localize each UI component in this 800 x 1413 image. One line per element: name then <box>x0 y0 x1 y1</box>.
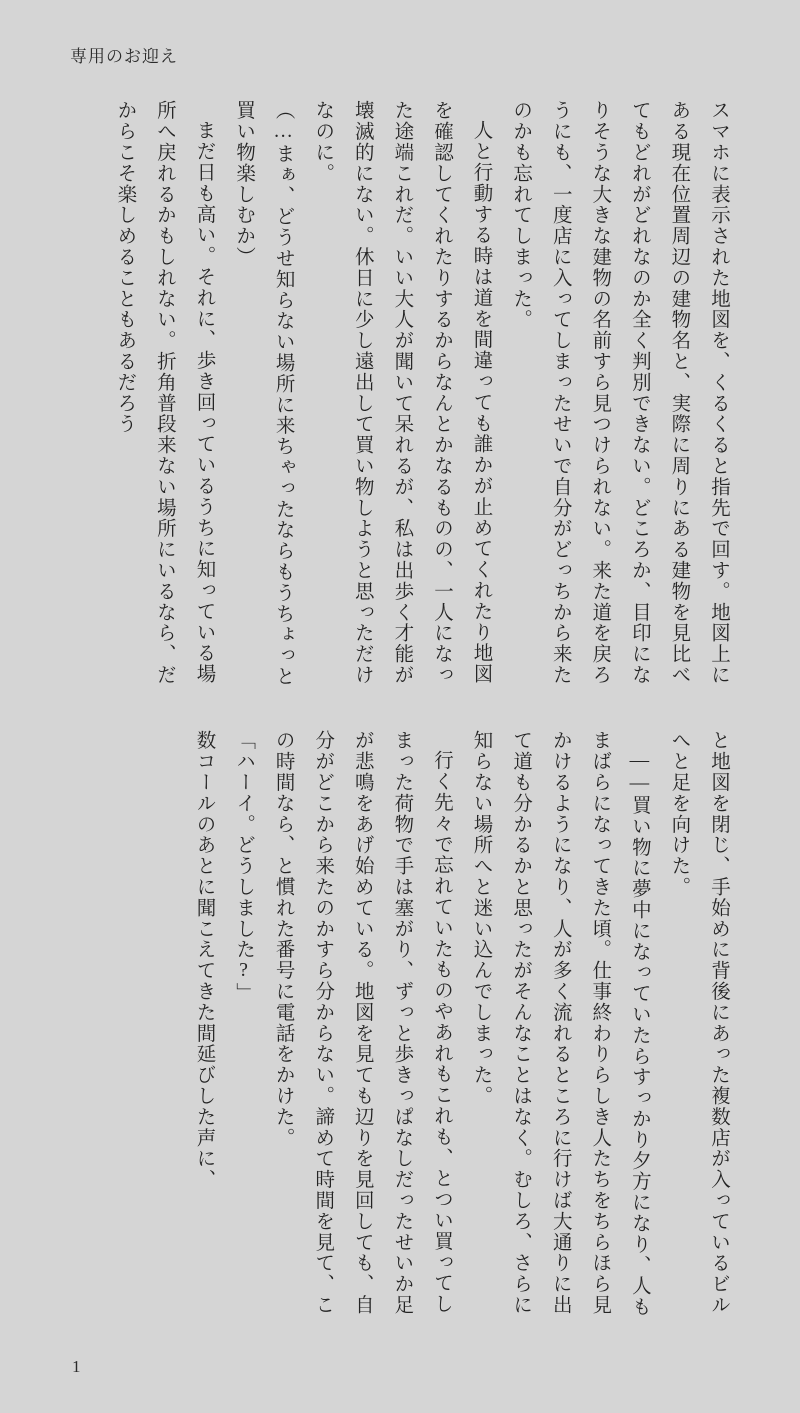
page-number: 1 <box>72 1357 81 1376</box>
paragraph: スマホに表示された地図を、くるくると指先で回す。地図上にある現在位置周辺の建物名と、実際に周りにある建物を見比べてもどれがどれなのか全く判別できない。どころか、目印になりそうな大きな建物の名前すら見つけられない。来た道を戻ろうにも、一度店に入ってしまったせいで自分がどっちから来たのかも忘れてしまった。 <box>510 100 729 686</box>
paragraph: 「ハーイ。どうしました?」 <box>233 730 255 1004</box>
body-text-block-top <box>78 100 738 700</box>
running-head: 専用のお迎え <box>70 47 178 66</box>
paragraph: 数コールのあとに聞こえてきた間延びした声に、 <box>193 730 215 1190</box>
paragraph: まだ日も高い。それに、歩き回っているうちに知っている場所へ戻れるかもしれない。折角普段来ない場所にいるなら、だからこそ楽しめることもあるだろう <box>114 100 215 686</box>
paragraph: ――買い物に夢中になっていたらすっかり夕方になり、人もまばらになってきた頃。仕事終わりらしき人たちをちらほら見かけるようになり、人が多く流れるところに行けば大通りに出て道も分かるかと思ったがそんなことはなく。むしろ、さらに知らない場所へと迷い込んでしまった。 <box>470 730 650 1317</box>
paragraph: 行く先々で忘れていたものやあれもこれも、とつい買ってしまった荷物で手は塞がり、ずっと歩きっぱなしだったせいか足が悲鳴をあげ始めている。地図を見ても辺りを見回しても、自分がどこから来たのかすら分からない。諦めて時間を見て、この時間なら、と慣れた番号に電話をかけた。 <box>272 730 452 1316</box>
paragraph: 人と行動する時は道を間違っても誰かが止めてくれたり地図を確認してくれたりするからなんとかなるものの、一人になった途端これだ。いい大人が聞いて呆れるが、私は出歩く才能が壊滅的にない。休日に少し遠出して買い物しようと思っただけなのに。 <box>312 100 492 686</box>
body-text-block-bottom <box>78 730 738 1330</box>
paragraph: （…まぁ、どうせ知らない場所に来ちゃったならもうちょっと買い物楽しむか） <box>233 100 294 687</box>
paragraph: と地図を閉じ、手始めに背後にあった複数店が入っているビルへと足を向けた。 <box>668 730 729 1316</box>
